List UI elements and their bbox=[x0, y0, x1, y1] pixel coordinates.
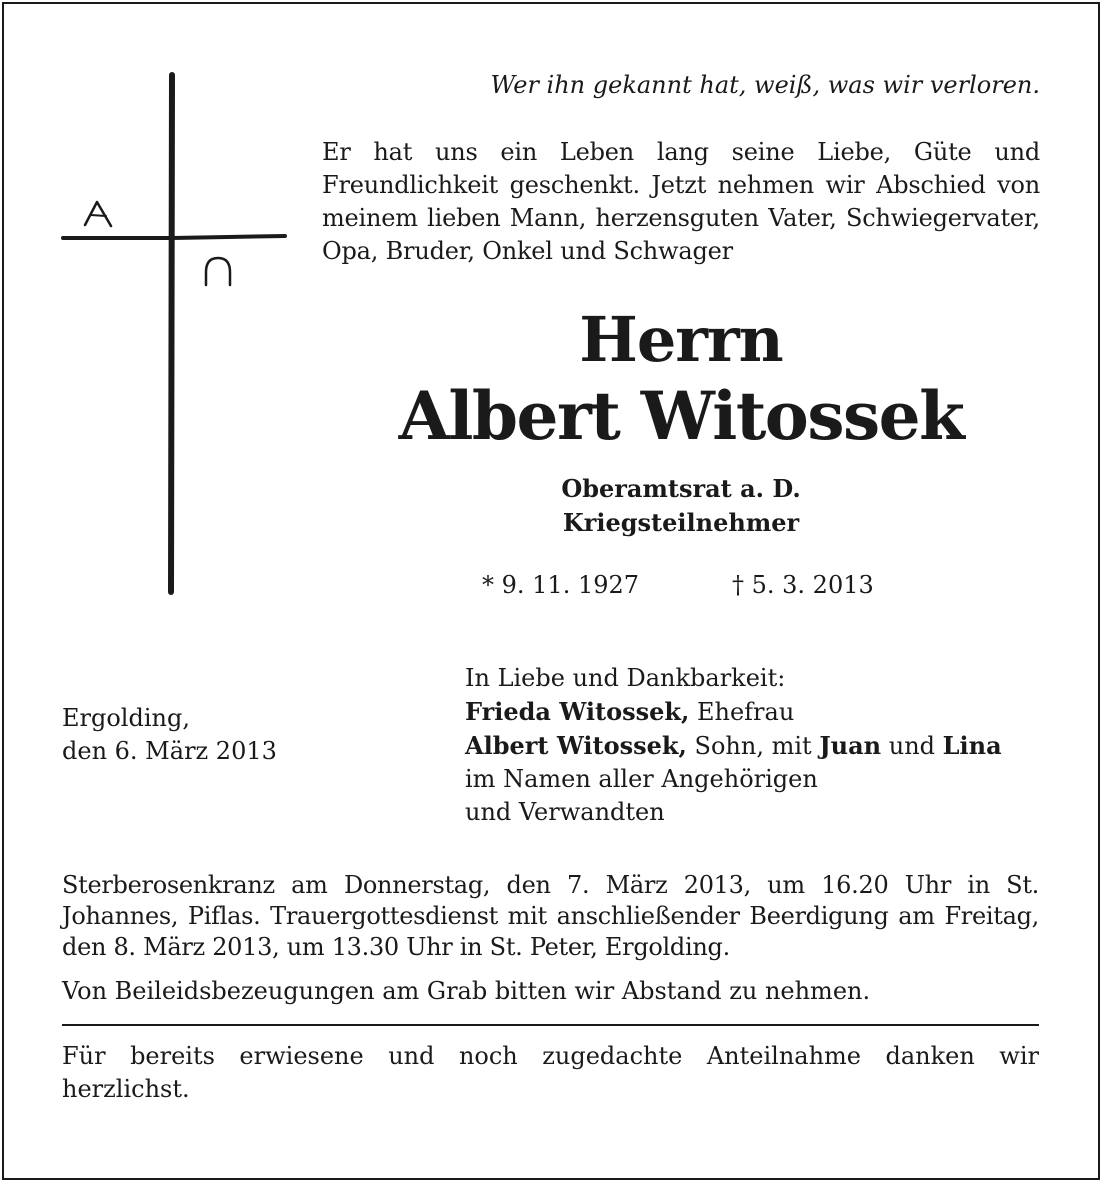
mourners bbox=[465, 662, 1002, 829]
mourner-role: Ehefrau bbox=[689, 698, 795, 726]
intro-paragraph: Er hat uns ein Leben lang seine Liebe, Güte und Freundlichkeit geschenkt. Jetzt nehmen wir Abschied von meinem lieben Mann, herzensguten Vater, Schwiegervater, Opa, Bruder, Onkel und Schwager bbox=[322, 138, 1040, 265]
mourner-role: Sohn, mit bbox=[686, 732, 820, 760]
divider bbox=[62, 1024, 1039, 1026]
mourner-line bbox=[465, 695, 1002, 729]
thanks-text: Für bereits erwiesene und noch zugedachte Anteilnahme danken wir herzlichst. bbox=[62, 1042, 1039, 1103]
motto: Wer ihn gekannt hat, weiß, was wir verloren. bbox=[490, 71, 1040, 99]
death-date: † 5. 3. 2013 bbox=[732, 571, 874, 599]
joiner: und bbox=[881, 732, 943, 760]
service-info: Sterberosenkranz am Donnerstag, den 7. März 2013, um 16.20 Uhr in St. Johannes, Piflas. Trauergottesdienst mit anschließender Beerdigung am Freitag, den 8. März 2013, um 13.30 Uhr in St. Peter, Ergolding. bbox=[62, 871, 1039, 961]
mourner-name: Albert Witossek, bbox=[465, 731, 687, 760]
name-block bbox=[322, 300, 1040, 540]
place-and-date bbox=[62, 702, 277, 768]
mourner-name: Frieda Witossek, bbox=[465, 697, 690, 726]
date: den 6. März 2013 bbox=[62, 737, 277, 765]
mourners-heading: In Liebe und Dankbarkeit: bbox=[465, 664, 786, 692]
mourners-footer-line: im Namen aller Angehörigen bbox=[465, 765, 818, 793]
deceased-name: Albert Witossek bbox=[398, 377, 964, 455]
birth-date: * 9. 11. 1927 bbox=[482, 571, 640, 599]
titles bbox=[322, 472, 1040, 540]
alpha-omega-cross-icon bbox=[55, 70, 295, 600]
title-line: Oberamtsrat a. D. bbox=[561, 474, 801, 503]
condolence-request: Von Beileidsbezeugungen am Grab bitten wir Abstand zu nehmen. bbox=[62, 977, 871, 1005]
mourners-footer-line: und Verwandten bbox=[465, 798, 665, 826]
title-line: Kriegsteilnehmer bbox=[562, 508, 800, 537]
salutation: Herrn bbox=[579, 303, 783, 376]
grandchild-name: Juan bbox=[819, 731, 882, 760]
place: Ergolding, bbox=[62, 704, 190, 732]
grandchild-name: Lina bbox=[942, 731, 1002, 760]
intro-text bbox=[322, 136, 1040, 268]
mourner-line bbox=[465, 729, 1002, 763]
